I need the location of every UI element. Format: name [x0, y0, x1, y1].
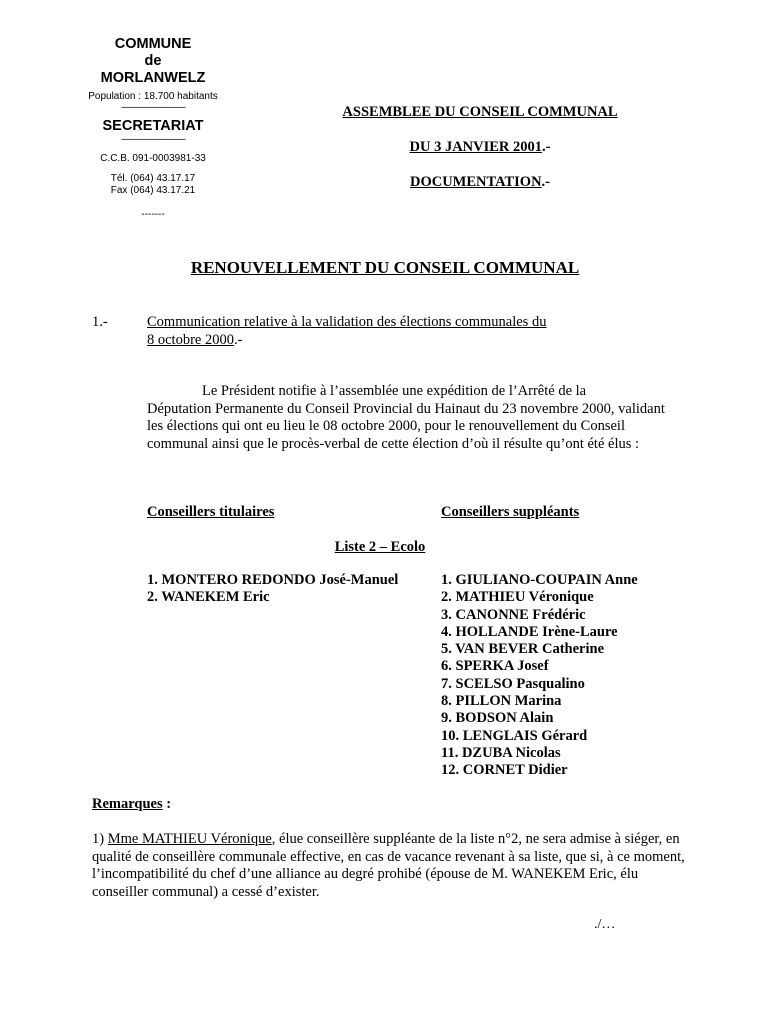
list-heading: Liste 2 – Ecolo	[334, 539, 426, 555]
titulaires-heading: Conseillers titulaires	[147, 504, 275, 520]
documentation-text: DOCUMENTATION	[409, 174, 542, 190]
letterhead-rule-2: ———————	[121, 134, 185, 145]
remarque-1	[92, 831, 692, 901]
remarques-heading	[92, 796, 171, 813]
letterhead-end-rule: -------	[141, 209, 165, 220]
document-title: RENOUVELLEMENT DU CONSEIL COMMUNAL	[190, 258, 580, 277]
list-item: 9. BODSON Alain	[441, 710, 554, 727]
remarques-label: Remarques	[92, 796, 163, 812]
list-item: 2. MATHIEU Véronique	[441, 589, 594, 606]
remarque-1-person: Mme MATHIEU Véronique	[107, 831, 272, 847]
letterhead-rule-1: ———————	[121, 102, 185, 113]
paragraph-first-line: Le Président notifie à l’assemblée une expédition de l’Arrêté de la	[202, 383, 587, 399]
paragraph-body: Députation Permanente du Conseil Provincial du Hainaut du 23 novembre 2000, validant les élections qui ont eu lieu le 08 octobre 2000, pour le renouvellement du Conseil communal ainsi que le procès-verbal de cette élection d’où il résulte qu’ont été élus :	[147, 400, 665, 452]
list-item: 2. WANEKEM Eric	[147, 589, 270, 606]
list-item: 11. DZUBA Nicolas	[441, 744, 561, 761]
list-item: 1. GIULIANO-COUPAIN Anne	[441, 572, 638, 588]
letterhead-department: SECRETARIAT	[102, 118, 204, 134]
documentation-heading	[300, 174, 660, 191]
item-title-suffix: .-	[233, 331, 243, 348]
item-title-line-1: Communication relative à la validation des élections communales du	[147, 314, 547, 330]
letterhead	[60, 36, 246, 221]
letterhead-town: MORLANWELZ	[100, 70, 206, 86]
meeting-date	[300, 139, 660, 156]
letterhead-fax: Fax (064) 43.17.21	[110, 185, 196, 196]
list-item: 10. LENGLAIS Gérard	[441, 727, 588, 744]
item-title-date: 8 octobre 2000	[147, 331, 234, 348]
assembly-heading: ASSEMBLEE DU CONSEIL COMMUNAL	[342, 104, 618, 120]
letterhead-commune: COMMUNE	[114, 36, 192, 52]
list-item: 12. CORNET Didier	[441, 762, 568, 779]
continuation-mark: ./…	[594, 917, 616, 932]
remarque-1-prefix: 1)	[92, 831, 108, 847]
meeting-date-suffix: .-	[542, 139, 551, 155]
list-item: 6. SPERKA Josef	[441, 658, 549, 675]
letterhead-de: de	[144, 53, 162, 69]
list-item: 8. PILLON Marina	[441, 693, 562, 710]
letterhead-account: C.C.B. 091-0003981-33	[100, 153, 206, 164]
list-item: 7. SCELSO Pasqualino	[441, 675, 585, 692]
item-title	[147, 314, 607, 349]
suppleants-list	[441, 572, 638, 780]
list-item: 3. CANONNE Frédéric	[441, 606, 586, 623]
list-item: 5. VAN BEVER Catherine	[441, 641, 605, 658]
meeting-date-text: DU 3 JANVIER 2001	[409, 139, 543, 155]
documentation-suffix: .-	[541, 174, 551, 190]
letterhead-population: Population : 18.700 habitants	[88, 91, 218, 102]
notification-paragraph	[147, 383, 677, 453]
remarque-1-text: , élue conseillère suppléante de la liste n°2, ne sera admise à siéger, en qualité de conseillère communale effective, en cas de vacance revenant à sa liste, que si, à ce moment, l’incompatibilité du chef d’une alliance au degré prohibé (épouse de M. WANEKEM Eric, élu conseiller communal) a cessé d’exister.	[92, 831, 685, 900]
suppleants-heading: Conseillers suppléants	[441, 504, 580, 520]
item-number: 1.-	[92, 314, 108, 330]
titulaires-list	[147, 572, 398, 607]
list-item: 4. HOLLANDE Irène-Laure	[441, 623, 618, 640]
list-item: 1. MONTERO REDONDO José-Manuel	[147, 572, 399, 588]
item-title-line-2	[147, 332, 607, 350]
letterhead-phone: Tél. (064) 43.17.17	[110, 173, 196, 184]
remarques-label-suffix: :	[162, 796, 172, 812]
